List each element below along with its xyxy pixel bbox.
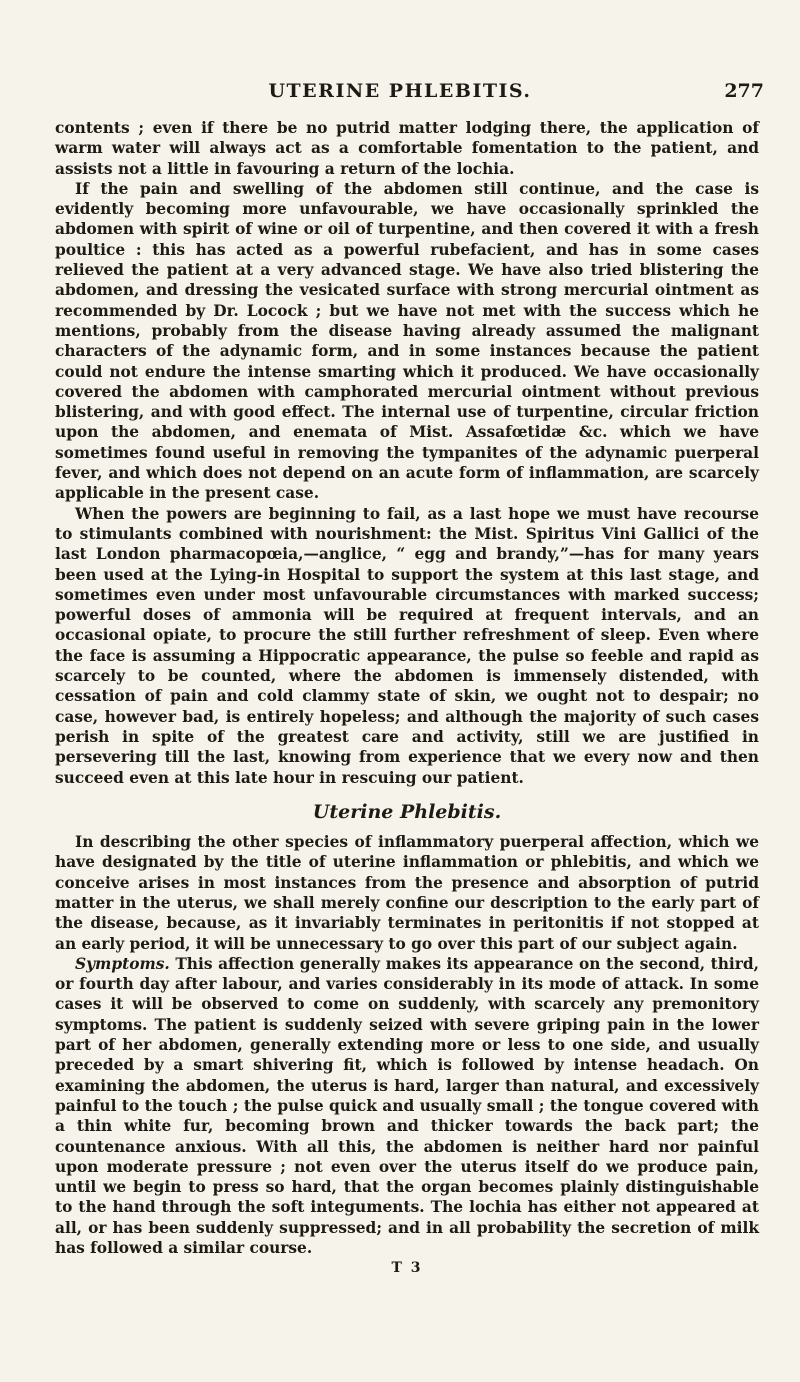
paragraph-continuation: contents ; even if there be no putrid matter lodging there, the application of warm water will always act as a comfortable fomentation to the patient, and assists not a little in favouring a return of the lochia. <box>55 119 759 178</box>
symptoms-text: This affection generally makes its appearance on the second, third, or fourth day after labour, and varies considerably in its mode of attack. In some cases it will be observed to come on suddenly, with scarcely any premonitory symptoms. The patient is suddenly seized with severe griping pain in the lower part of her abdomen, generally extending more or less to one side, and usually preceded by a smart shivering fit, which is followed by intense headach. On examining the abdomen, the uterus is hard, larger than natural, and excessively painful to the touch ; the pulse quick and usually small ; the tongue covered with a thin white fur, becoming brown and thicker towards the back part; the countenance anxious. With all this, the abdomen is neither hard nor painful upon moderate pressure ; not even over the uterus itself do we produce pain, until we begin to press so hard, that the organ becomes plainly distinguishable to the hand through the soft integuments. The lochia has either not appeared at all, or has been suddenly suppressed; and in all probability the secretion of milk has followed a similar course. <box>55 954 759 1258</box>
running-title: UTERINE PHLEBITIS. <box>268 80 532 102</box>
page-number: 277 <box>724 80 764 102</box>
paragraph-turpentine: If the pain and swelling of the abdomen still continue, and the case is evidently becoming more unfavourable, we have occasionally sprinkled the abdomen with spirit of wine or oil of turpentine, and then covered it with a fresh poultice : this has acted as a powerful rubefacient, and has in some cases relieved the patient at a very advanced stage. We have also tried blistering the abdomen, and dressing the vesicated surface with strong mercurial ointment as recommended by Dr. Locock ; but we have not met with the success which he mentions, probably from the disease having already assumed the malignant characters of the adynamic form, and in some instances because the patient could not endure the intense smarting which it produced. We have occasionally covered the abdomen with camphorated mercurial ointment without previous blistering, and with good effect. The internal use of turpentine, circular friction upon the abdomen, and enemata of Mist. Assafœtidæ &c. which we have sometimes found useful in removing the tympanites of the adynamic puerperal fever, and which does not depend on an acute form of inflammation, are scarcely applicable in the present case. <box>55 179 759 503</box>
signature-mark: T 3 <box>391 1260 423 1277</box>
body-text <box>55 118 759 1279</box>
symptoms-label: Symptoms. <box>75 954 170 973</box>
page-header <box>0 80 800 110</box>
paragraph-stimulants: When the powers are beginning to fail, as a last hope we must have recourse to stimulants combined with nourishment: the Mist. Spiritus Vini Gallici of the last London pharmacopœia,—anglice, “ egg and brandy,”—has for many years been used at the Lying-in Hospital to support the system at this last stage, and sometimes even under most unfavourable circumstances with marked success; powerful doses of ammonia will be required at frequent intervals, and an occasional opiate, to procure the still further refreshment of sleep. Even where the face is assuming a Hippocratic appearance, the pulse so feeble and rapid as scarcely to be counted, where the abdomen is immensely distended, with cessation of pain and cold clammy state of skin, we ought not to despair; no case, however bad, is entirely hopeless; and although the majority of such cases perish in spite of the greatest care and activity, still we are justified in persevering till the last, knowing from experience that we every now and then succeed even at this late hour in rescuing our patient. <box>55 504 759 787</box>
paragraph-section-intro: In describing the other species of inflammatory puerperal affection, which we have designated by the title of uterine inflammation or phlebitis, and which we conceive arises in most instances from the presence and absorption of putrid matter in the uterus, we shall merely confine our description to the early part of the disease, because, as it invariably terminates in peritonitis if not stopped at an early period, it will be unnecessary to go over this part of our subject again. <box>55 833 759 953</box>
section-heading: Uterine Phlebitis. <box>312 800 502 823</box>
paragraph-symptoms <box>55 954 759 1258</box>
